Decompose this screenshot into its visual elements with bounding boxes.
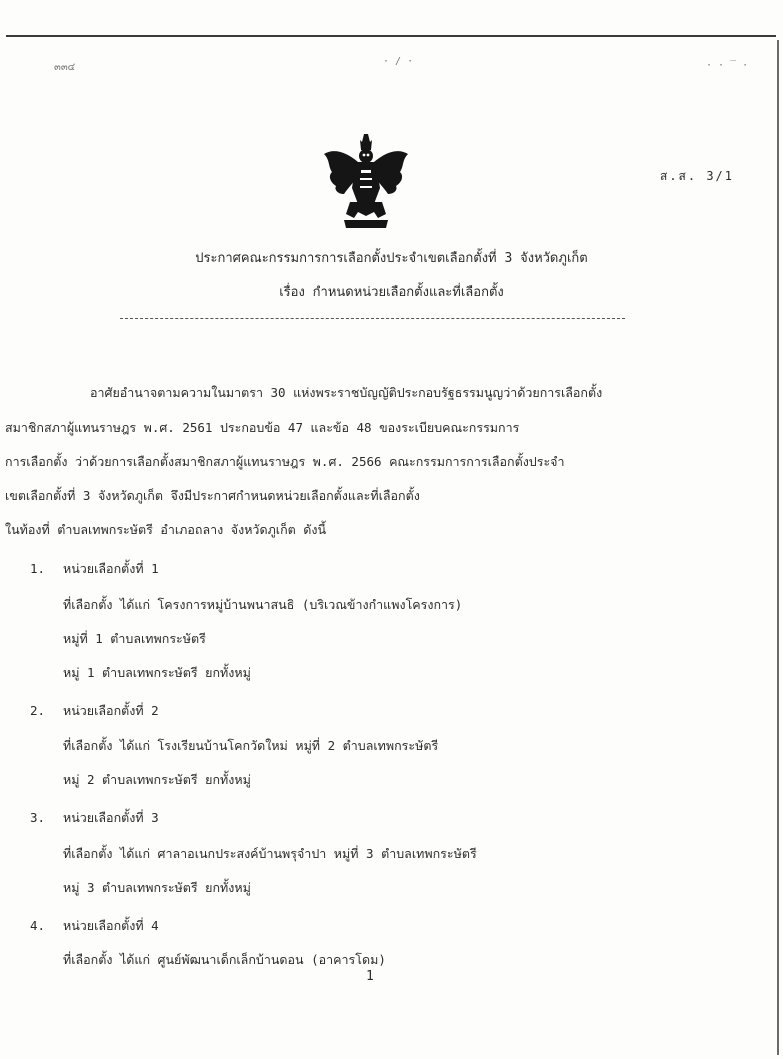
top-rule [6, 35, 776, 37]
unit-number: 2. [30, 703, 46, 718]
unit-heading: หน่วยเลือกตั้งที่ 3 [63, 810, 159, 825]
announcement-title: ประกาศคณะกรรมการการเลือกตั้งประจำเขตเลือกตั้งที่ 3 จังหวัดภูเก็ต [195, 251, 588, 266]
right-mark: · · ‾ · [706, 60, 749, 71]
paragraph-line: เขตเลือกตั้งที่ 3 จังหวัดภูเก็ต จึงมีประกาศกำหนดหน่วยเลือกตั้งและที่เลือกตั้ง [5, 488, 420, 503]
unit-heading: หน่วยเลือกตั้งที่ 1 [63, 561, 159, 576]
unit-place: ที่เลือกตั้ง ได้แก่ โรงเรียนบ้านโคกวัดใหม่ หมู่ที่ 2 ตำบลเทพกระษัตรี [63, 738, 439, 753]
unit-place: ที่เลือกตั้ง ได้แก่ ศูนย์พัฒนาเด็กเล็กบ้านดอน (อาคารโดม) [63, 952, 386, 967]
unit-place: ที่เลือกตั้ง ได้แก่ โครงการหมู่บ้านพนาสนธิ (บริเวณข้างกำแพงโครงการ) [63, 597, 463, 612]
form-code: ส.ส. 3/1 [660, 169, 734, 183]
unit-number: 1. [30, 561, 46, 576]
unit-coverage: หมู่ 2 ตำบลเทพกระษัตรี ยกทั้งหมู่ [63, 772, 251, 787]
unit-place: ที่เลือกตั้ง ได้แก่ ศาลาอเนกประสงค์บ้านพรุจำปา หมู่ที่ 3 ตำบลเทพกระษัตรี [63, 846, 477, 861]
announcement-subject: เรื่อง กำหนดหน่วยเลือกตั้งและที่เลือกตั้ง [279, 285, 504, 300]
corner-mark: ๓๓๔ [54, 62, 76, 73]
unit-coverage: หมู่ 3 ตำบลเทพกระษัตรี ยกทั้งหมู่ [63, 880, 251, 895]
paragraph-line: ในท้องที่ ตำบลเทพกระษัตรี อำเภอถลาง จังหวัดภูเก็ต ดังนี้ [5, 522, 327, 537]
unit-number: 4. [30, 918, 46, 933]
separator [120, 318, 625, 319]
page-number: 1 [366, 969, 374, 984]
unit-number: 3. [30, 810, 46, 825]
paragraph-line: การเลือกตั้ง ว่าด้วยการเลือกตั้งสมาชิกสภาผู้แทนราษฎร พ.ศ. 2566 คณะกรรมการการเลือกตั้งประจำ [5, 454, 565, 469]
unit-coverage: หมู่ 1 ตำบลเทพกระษัตรี ยกทั้งหมู่ [63, 665, 251, 680]
center-mark: · / · [383, 56, 414, 67]
unit-village: หมู่ที่ 1 ตำบลเทพกระษัตรี [63, 631, 206, 646]
unit-heading: หน่วยเลือกตั้งที่ 2 [63, 703, 159, 718]
garuda-emblem-icon [320, 132, 412, 232]
unit-heading: หน่วยเลือกตั้งที่ 4 [63, 918, 159, 933]
scan-edge [777, 40, 779, 1055]
paragraph-line: อาศัยอำนาจตามความในมาตรา 30 แห่งพระราชบัญญัติประกอบรัฐธรรมนูญว่าด้วยการเลือกตั้ง [90, 385, 603, 400]
paragraph-line: สมาชิกสภาผู้แทนราษฎร พ.ศ. 2561 ประกอบข้อ 47 และข้อ 48 ของระเบียบคณะกรรมการ [5, 420, 520, 435]
